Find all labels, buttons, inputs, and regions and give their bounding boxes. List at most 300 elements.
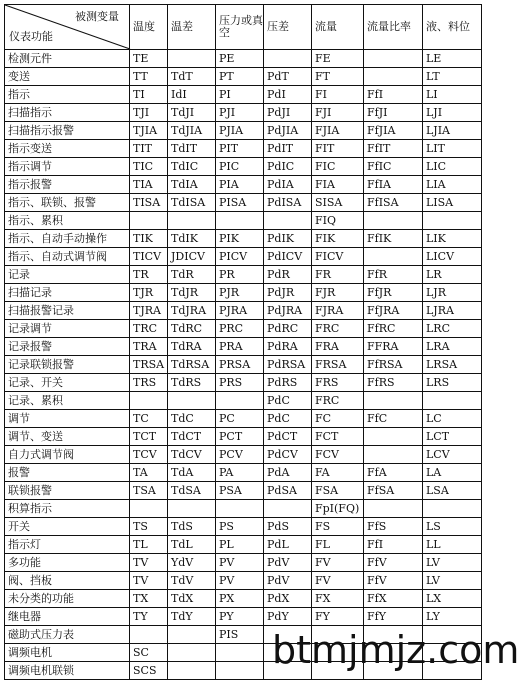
code-cell: TJRA (130, 302, 168, 320)
code-cell: TRS (130, 374, 168, 392)
code-cell: TdRC (168, 320, 216, 338)
code-cell: FpI(FQ) (312, 500, 364, 518)
code-cell: FE (312, 50, 364, 68)
code-cell: LIC (423, 158, 482, 176)
code-cell: PA (216, 464, 264, 482)
code-cell: TI (130, 86, 168, 104)
code-cell: LR (423, 266, 482, 284)
code-cell: FV (312, 572, 364, 590)
code-cell: PdIC (264, 158, 312, 176)
function-label-cell: 磁助式压力表 (5, 626, 130, 644)
code-cell: FIK (312, 230, 364, 248)
code-cell: FfI (364, 86, 423, 104)
code-cell (423, 500, 482, 518)
code-cell: PRSA (216, 356, 264, 374)
code-cell: FfJI (364, 104, 423, 122)
table-row (5, 176, 482, 194)
code-cell: FJI (312, 104, 364, 122)
code-cell: FfJIA (364, 122, 423, 140)
function-label-cell: 阀、挡板 (5, 572, 130, 590)
table-row (5, 194, 482, 212)
table-row (5, 536, 482, 554)
function-label-cell: 指示、自动手动操作 (5, 230, 130, 248)
code-cell: PIC (216, 158, 264, 176)
code-cell: FfA (364, 464, 423, 482)
code-cell: FfIT (364, 140, 423, 158)
code-cell: TdRS (168, 374, 216, 392)
code-cell: FfSA (364, 482, 423, 500)
function-label-cell: 变送 (5, 68, 130, 86)
code-cell: TdA (168, 464, 216, 482)
code-cell: LRS (423, 374, 482, 392)
code-cell: PdIA (264, 176, 312, 194)
function-label-cell: 指示、累积 (5, 212, 130, 230)
code-cell: LY (423, 608, 482, 626)
code-cell: TR (130, 266, 168, 284)
table-row (5, 284, 482, 302)
code-cell: PX (216, 590, 264, 608)
code-cell: FfI (364, 536, 423, 554)
code-cell: TRA (130, 338, 168, 356)
code-cell: TdIT (168, 140, 216, 158)
table-row (5, 518, 482, 536)
function-label-cell: 指示 (5, 86, 130, 104)
code-cell: FFRA (364, 338, 423, 356)
function-label-cell: 扫描报警记录 (5, 302, 130, 320)
function-label-cell: 调节 (5, 410, 130, 428)
code-cell: PJI (216, 104, 264, 122)
code-cell (364, 50, 423, 68)
code-cell: TdS (168, 518, 216, 536)
code-cell: FRSA (312, 356, 364, 374)
code-cell: FfR (364, 266, 423, 284)
code-cell: PJR (216, 284, 264, 302)
table-row (5, 428, 482, 446)
code-cell: TdCV (168, 446, 216, 464)
function-label-cell: 报警 (5, 464, 130, 482)
code-cell: TdSA (168, 482, 216, 500)
code-cell: LRSA (423, 356, 482, 374)
code-cell: PC (216, 410, 264, 428)
code-cell: LX (423, 590, 482, 608)
code-cell: PRA (216, 338, 264, 356)
code-cell: TIC (130, 158, 168, 176)
code-cell: FRC (312, 320, 364, 338)
code-cell: TdT (168, 68, 216, 86)
code-cell: LSA (423, 482, 482, 500)
table-row (5, 86, 482, 104)
table-row (5, 122, 482, 140)
code-cell: PE (216, 50, 264, 68)
code-cell: FIT (312, 140, 364, 158)
table-row (5, 212, 482, 230)
code-cell (216, 662, 264, 680)
table-row (5, 158, 482, 176)
code-cell: TdV (168, 572, 216, 590)
function-label-cell: 指示、自动式调节阀 (5, 248, 130, 266)
code-cell: PIT (216, 140, 264, 158)
code-cell: FT (312, 68, 364, 86)
code-cell: TT (130, 68, 168, 86)
code-cell: FfIC (364, 158, 423, 176)
header-row (5, 5, 482, 50)
column-header: 温度 (130, 5, 168, 50)
code-cell: PdL (264, 536, 312, 554)
code-cell: FfV (364, 554, 423, 572)
instrument-code-table (4, 4, 482, 680)
code-cell: TCT (130, 428, 168, 446)
function-label-cell: 扫描指示 (5, 104, 130, 122)
code-cell: TS (130, 518, 168, 536)
code-cell: TdRA (168, 338, 216, 356)
code-cell (364, 392, 423, 410)
code-cell: TV (130, 554, 168, 572)
code-cell: FfV (364, 572, 423, 590)
code-cell: PdICV (264, 248, 312, 266)
code-cell: FfJR (364, 284, 423, 302)
code-cell: PRS (216, 374, 264, 392)
code-cell: FfRSA (364, 356, 423, 374)
code-cell: PdIK (264, 230, 312, 248)
code-cell (168, 500, 216, 518)
code-cell: FfISA (364, 194, 423, 212)
code-cell: TdRSA (168, 356, 216, 374)
code-cell: PV (216, 572, 264, 590)
function-label-cell: 记录 (5, 266, 130, 284)
code-cell: FRA (312, 338, 364, 356)
table-row (5, 392, 482, 410)
code-cell: TdJI (168, 104, 216, 122)
function-label-cell: 记录、开关 (5, 374, 130, 392)
code-cell: FSA (312, 482, 364, 500)
code-cell: FfS (364, 518, 423, 536)
code-cell: PISA (216, 194, 264, 212)
code-cell: PdRA (264, 338, 312, 356)
code-cell: TIT (130, 140, 168, 158)
code-cell: LJRA (423, 302, 482, 320)
code-cell: TV (130, 572, 168, 590)
code-cell: PdJIA (264, 122, 312, 140)
function-label-cell: 指示调节 (5, 158, 130, 176)
table-row (5, 356, 482, 374)
code-cell: TISA (130, 194, 168, 212)
code-cell: FY (312, 608, 364, 626)
code-cell: FfIK (364, 230, 423, 248)
function-label-cell: 记录联锁报警 (5, 356, 130, 374)
code-cell: LA (423, 464, 482, 482)
code-cell: LS (423, 518, 482, 536)
code-cell: FfRC (364, 320, 423, 338)
code-cell: PRC (216, 320, 264, 338)
code-cell: TRC (130, 320, 168, 338)
code-cell: PdRSA (264, 356, 312, 374)
code-cell: TdISA (168, 194, 216, 212)
column-header: 压差 (264, 5, 312, 50)
code-cell: PV (216, 554, 264, 572)
code-cell: LE (423, 50, 482, 68)
code-cell: TdJIA (168, 122, 216, 140)
code-cell: TX (130, 590, 168, 608)
code-cell: PdSA (264, 482, 312, 500)
code-cell: LIA (423, 176, 482, 194)
code-cell (168, 392, 216, 410)
code-cell: YdV (168, 554, 216, 572)
code-cell: SC (130, 644, 168, 662)
code-cell (168, 626, 216, 644)
code-cell: PdX (264, 590, 312, 608)
code-cell: PdJRA (264, 302, 312, 320)
column-header: 温差 (168, 5, 216, 50)
function-label-cell: 指示报警 (5, 176, 130, 194)
code-cell: FCV (312, 446, 364, 464)
code-cell (264, 500, 312, 518)
code-cell: IdI (168, 86, 216, 104)
code-cell: TA (130, 464, 168, 482)
code-cell: SISA (312, 194, 364, 212)
code-cell: PdRS (264, 374, 312, 392)
code-cell: JDICV (168, 248, 216, 266)
column-header: 流量比率 (364, 5, 423, 50)
code-cell: PdJR (264, 284, 312, 302)
code-cell: FL (312, 536, 364, 554)
code-cell: PR (216, 266, 264, 284)
code-cell (216, 392, 264, 410)
code-cell (423, 212, 482, 230)
code-cell: FJR (312, 284, 364, 302)
code-cell: FC (312, 410, 364, 428)
code-cell (130, 212, 168, 230)
code-cell: TdY (168, 608, 216, 626)
code-cell: FJIA (312, 122, 364, 140)
code-cell: LISA (423, 194, 482, 212)
code-cell: PdJI (264, 104, 312, 122)
code-cell: TdIC (168, 158, 216, 176)
code-cell (216, 212, 264, 230)
code-cell: TdJR (168, 284, 216, 302)
table-row (5, 248, 482, 266)
code-cell: FV (312, 554, 364, 572)
code-cell: SCS (130, 662, 168, 680)
code-cell: PL (216, 536, 264, 554)
code-cell: PdR (264, 266, 312, 284)
code-cell: PdCT (264, 428, 312, 446)
code-cell: PIK (216, 230, 264, 248)
table-row (5, 590, 482, 608)
function-label-cell: 积算指示 (5, 500, 130, 518)
code-cell: PdC (264, 410, 312, 428)
code-cell: TdC (168, 410, 216, 428)
table-row (5, 446, 482, 464)
code-cell: LJR (423, 284, 482, 302)
table-row (5, 302, 482, 320)
code-cell: FICV (312, 248, 364, 266)
function-label-cell: 调频电机 (5, 644, 130, 662)
code-cell: PdC (264, 392, 312, 410)
code-cell: TJI (130, 104, 168, 122)
code-cell: PSA (216, 482, 264, 500)
code-cell: PIA (216, 176, 264, 194)
table-row (5, 230, 482, 248)
function-label-cell: 指示灯 (5, 536, 130, 554)
code-cell: LJI (423, 104, 482, 122)
code-cell: TdR (168, 266, 216, 284)
code-cell: TIK (130, 230, 168, 248)
code-cell: LCT (423, 428, 482, 446)
code-cell (423, 392, 482, 410)
code-cell: FfX (364, 590, 423, 608)
code-cell: TdIK (168, 230, 216, 248)
function-label-cell: 联锁报警 (5, 482, 130, 500)
table-row (5, 68, 482, 86)
code-cell: PdISA (264, 194, 312, 212)
function-label-cell: 继电器 (5, 608, 130, 626)
code-cell (216, 644, 264, 662)
code-cell: PCV (216, 446, 264, 464)
code-cell (364, 248, 423, 266)
code-cell: FfY (364, 608, 423, 626)
code-cell: LV (423, 572, 482, 590)
code-cell: FRC (312, 392, 364, 410)
code-cell: FIC (312, 158, 364, 176)
code-cell (216, 500, 264, 518)
code-cell (264, 212, 312, 230)
code-cell: TdCT (168, 428, 216, 446)
code-cell: FfIA (364, 176, 423, 194)
code-cell (130, 500, 168, 518)
code-cell: PdRC (264, 320, 312, 338)
column-header: 液、料位 (423, 5, 482, 50)
code-cell: LICV (423, 248, 482, 266)
function-label-cell: 记录调节 (5, 320, 130, 338)
code-cell: LI (423, 86, 482, 104)
code-cell: FCT (312, 428, 364, 446)
code-cell: TIA (130, 176, 168, 194)
code-cell: PICV (216, 248, 264, 266)
function-label-cell: 开关 (5, 518, 130, 536)
code-cell: PY (216, 608, 264, 626)
column-header: 压力或真空 (216, 5, 264, 50)
table-row (5, 50, 482, 68)
code-cell: FIQ (312, 212, 364, 230)
code-cell: FJRA (312, 302, 364, 320)
code-cell (264, 50, 312, 68)
code-cell: PS (216, 518, 264, 536)
code-cell: PT (216, 68, 264, 86)
code-cell: PIS (216, 626, 264, 644)
header-corner-cell (5, 5, 130, 50)
code-cell (130, 392, 168, 410)
code-cell: TdL (168, 536, 216, 554)
code-cell: LC (423, 410, 482, 428)
code-cell: TdX (168, 590, 216, 608)
code-cell (168, 644, 216, 662)
code-cell: FR (312, 266, 364, 284)
code-cell: FfRS (364, 374, 423, 392)
table-row (5, 104, 482, 122)
table-row (5, 374, 482, 392)
function-label-cell: 调节、变送 (5, 428, 130, 446)
code-cell (364, 446, 423, 464)
code-cell: PdIT (264, 140, 312, 158)
code-cell: PdY (264, 608, 312, 626)
code-cell: TL (130, 536, 168, 554)
code-cell: LV (423, 554, 482, 572)
code-cell (168, 212, 216, 230)
table-row (5, 140, 482, 158)
code-cell: FI (312, 86, 364, 104)
code-cell: TdJRA (168, 302, 216, 320)
code-cell: LL (423, 536, 482, 554)
code-cell: FS (312, 518, 364, 536)
function-label-cell: 未分类的功能 (5, 590, 130, 608)
table-row (5, 572, 482, 590)
column-header: 流量 (312, 5, 364, 50)
code-cell: TRSA (130, 356, 168, 374)
code-cell: LIK (423, 230, 482, 248)
table-row (5, 482, 482, 500)
code-cell: TY (130, 608, 168, 626)
code-cell: PCT (216, 428, 264, 446)
table-row (5, 410, 482, 428)
code-cell: PdCV (264, 446, 312, 464)
code-cell: LCV (423, 446, 482, 464)
code-cell (364, 212, 423, 230)
function-label-cell: 扫描记录 (5, 284, 130, 302)
code-cell: TJR (130, 284, 168, 302)
code-cell: LT (423, 68, 482, 86)
code-cell: TJIA (130, 122, 168, 140)
code-cell (168, 50, 216, 68)
code-cell: PdV (264, 554, 312, 572)
code-cell (168, 662, 216, 680)
code-cell: PdS (264, 518, 312, 536)
code-cell (364, 428, 423, 446)
code-cell: LJIA (423, 122, 482, 140)
code-cell: TSA (130, 482, 168, 500)
code-cell: LRC (423, 320, 482, 338)
code-cell (364, 68, 423, 86)
function-label-cell: 多功能 (5, 554, 130, 572)
code-cell: FfJRA (364, 302, 423, 320)
code-cell: TICV (130, 248, 168, 266)
watermark-text: btmjmjz.com (272, 628, 519, 672)
table-row (5, 554, 482, 572)
table-row (5, 608, 482, 626)
code-cell: PI (216, 86, 264, 104)
function-label-cell: 扫描指示报警 (5, 122, 130, 140)
code-cell: PdA (264, 464, 312, 482)
code-cell: TCV (130, 446, 168, 464)
function-label-cell: 指示、联锁、报警 (5, 194, 130, 212)
code-cell: TC (130, 410, 168, 428)
function-label-cell: 记录报警 (5, 338, 130, 356)
code-cell: FX (312, 590, 364, 608)
instrument-function-label: 仪表功能 (9, 30, 53, 43)
code-cell: PdT (264, 68, 312, 86)
code-cell: LRA (423, 338, 482, 356)
code-cell: PJIA (216, 122, 264, 140)
code-cell: FA (312, 464, 364, 482)
code-cell: PdI (264, 86, 312, 104)
code-cell: PdV (264, 572, 312, 590)
function-label-cell: 记录、累积 (5, 392, 130, 410)
code-cell: FRS (312, 374, 364, 392)
code-cell: FIA (312, 176, 364, 194)
code-cell (364, 500, 423, 518)
function-label-cell: 指示变送 (5, 140, 130, 158)
function-label-cell: 调频电机联锁 (5, 662, 130, 680)
code-cell: FfC (364, 410, 423, 428)
